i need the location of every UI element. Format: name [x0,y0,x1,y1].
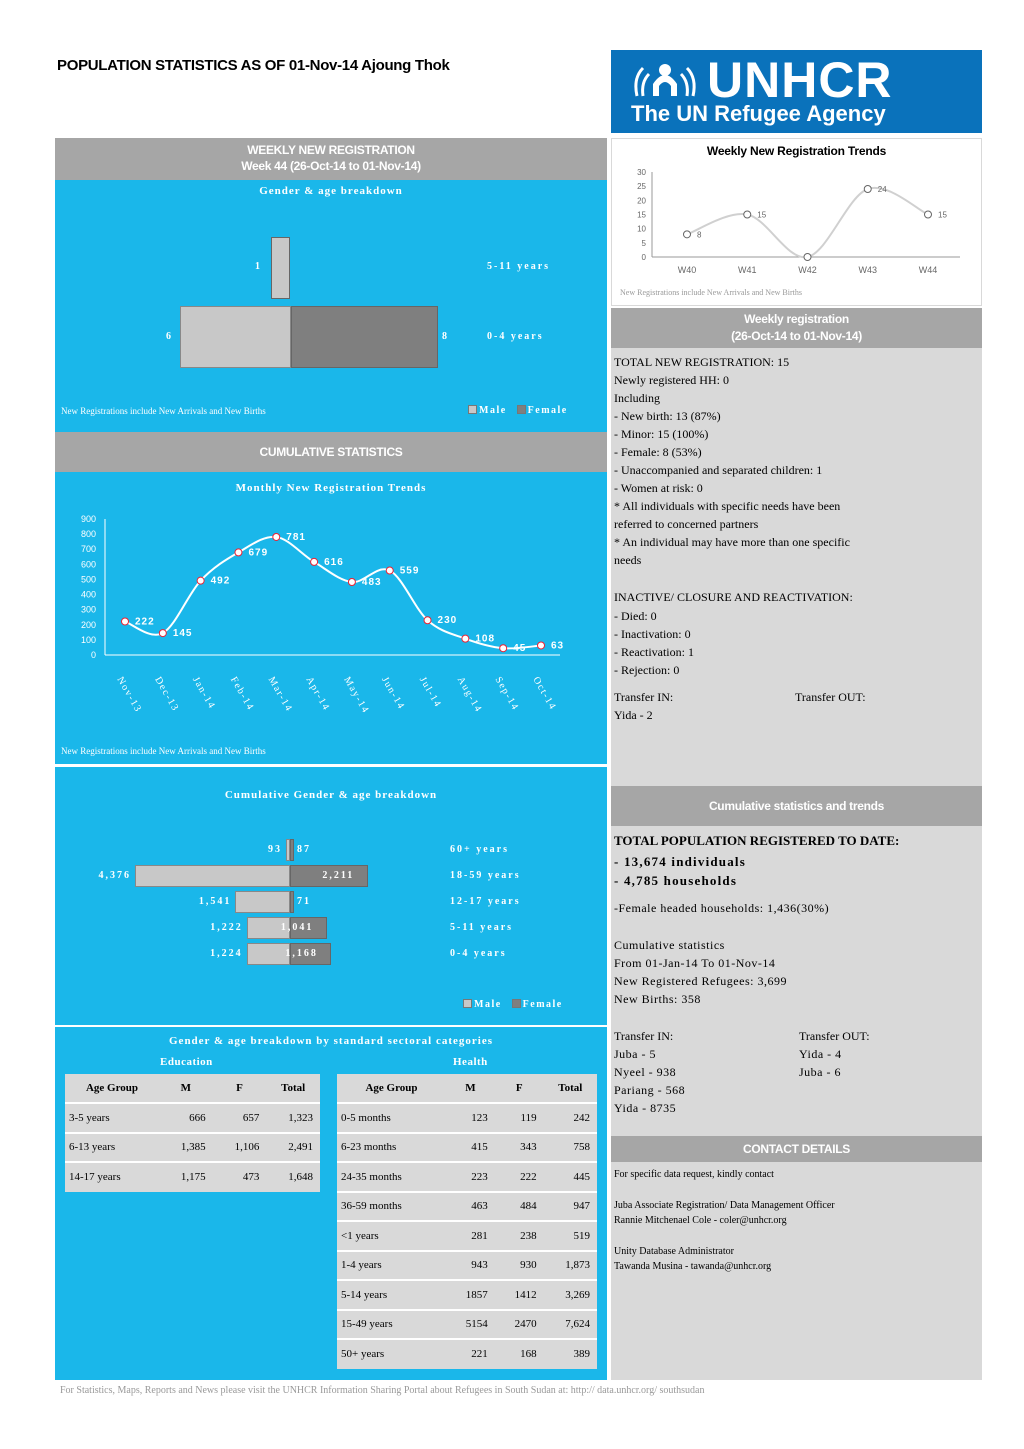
table-row [337,1251,597,1281]
x-tick-label: Dec-13 [152,675,181,714]
health-cell: 519 [544,1221,597,1251]
table-row [65,1133,320,1163]
table-row [337,1221,597,1251]
wr-transfer-in-item: Yida - 2 [614,708,653,722]
education-cell: 14-17 years [65,1162,159,1192]
education-cell: 1,385 [159,1133,213,1163]
health-cell: 947 [544,1192,597,1222]
cum-value-male: 4,376 [98,870,131,881]
health-cell: 5-14 years [337,1280,446,1310]
weekly-bar-female-0-4 [291,306,438,368]
data-point [197,577,204,584]
x-tick-label: Apr-14 [303,675,332,714]
weekly-registration-line: * An individual may have more than one specific [614,535,850,549]
cum-value-female: 1,168 [285,948,318,959]
y-tick-label: 0 [641,253,646,262]
cum-legend-female-label: Female [522,999,563,1010]
y-tick-label: 10 [637,224,646,234]
cumulative-legend [463,999,563,1010]
weekly-value-male-0-4: 6 [166,331,173,342]
data-label: 45 [513,643,527,655]
weekly-registration-line: Newly registered HH: 0 [614,373,729,387]
education-cell: 3-5 years [65,1103,159,1133]
legend-female-label: Female [527,405,568,416]
weekly-registration-line: referred to concerned partners [614,517,759,531]
y-tick-label: 15 [637,210,646,220]
ct-transfer-in-item: Juba - 5 [614,1047,656,1061]
x-tick-label: Nov-13 [114,675,144,715]
data-label: 15 [757,210,767,220]
legend-male-swatch [468,405,477,414]
cum-legend-male-swatch [463,999,472,1008]
inactive-line: - Rejection: 0 [614,663,680,677]
data-point [804,254,811,261]
cum-value-male: 1,541 [198,896,232,907]
data-point [684,231,691,238]
data-label: 8 [697,230,702,240]
health-cell: 221 [446,1339,495,1369]
contact-body [611,1162,982,1380]
health-header-cell: M [446,1074,495,1103]
cum-age-label: 0-4 years [450,948,507,959]
cum-age-label: 5-11 years [450,922,514,933]
table-row [337,1133,597,1163]
y-tick-label: 400 [80,589,96,600]
health-table [337,1074,597,1369]
weekly-value-female-5-11: 1 [255,261,262,272]
cumulative-trend-line: Cumulative statistics [614,938,725,952]
data-label: 15 [938,210,947,220]
health-cell: 415 [446,1133,495,1163]
x-tick-label: May-14 [341,675,372,716]
y-tick-label: 700 [80,544,96,555]
sectoral-title: Gender & age breakdown by standard sectoral categories [169,1035,493,1047]
cumulative-trend-line: New Registered Refugees: 3,699 [614,974,787,988]
y-tick-label: 30 [637,168,646,177]
wr-transfer-in-list [614,706,653,724]
weekly-trend-chart [612,139,981,305]
weekly-registration-title2: (26-Oct-14 to 01-Nov-14) [731,329,862,343]
cum-bar-female [290,891,294,913]
health-cell: 36-59 months [337,1192,446,1222]
health-cell: 1857 [446,1280,495,1310]
data-point [122,618,129,625]
contact-title: CONTACT DETAILS [742,1142,851,1156]
cumulative-statistics-header [55,432,607,472]
monthly-chart-title: Monthly New Registration Trends [235,482,427,494]
education-caption: Education [160,1056,213,1068]
data-point [462,635,469,642]
health-cell: 0-5 months [337,1103,446,1133]
health-header-cell: Age Group [337,1074,446,1103]
weekly-header-line2: Week 44 (26-Oct-14 to 01-Nov-14) [241,159,421,173]
cum-bar-male [135,865,290,887]
monthly-trend-panel [55,472,607,764]
health-cell: 123 [446,1103,495,1133]
y-tick-label: 100 [80,634,96,645]
cum-bar-female [290,839,294,861]
legend-female-swatch [517,405,526,414]
weekly-registration-header [611,308,982,348]
health-cell: 222 [495,1162,544,1192]
y-tick-label: 800 [80,529,96,540]
health-cell: <1 years [337,1221,446,1251]
contact-person2-role: Unity Database Administrator [614,1246,734,1257]
data-label: 145 [172,628,193,640]
weekly-registration-line: * All individuals with specific needs have been [614,499,841,513]
health-cell: 930 [495,1251,544,1281]
total-households: - 4,785 households [614,873,738,888]
weekly-gender-age-panel [55,180,607,432]
data-label: 781 [286,531,306,543]
data-label: 483 [361,577,382,589]
ct-transfer-in-list [614,1045,685,1117]
data-point [311,558,318,565]
inactive-line: - Died: 0 [614,609,657,623]
y-tick-label: 5 [641,238,646,248]
inactive-line: - Reactivation: 1 [614,645,694,659]
education-cell: 657 [213,1103,267,1133]
health-cell: 484 [495,1192,544,1222]
x-tick-label: W43 [858,265,878,275]
total-individuals: - 13,674 individuals [614,854,747,869]
weekly-registration-title1: Weekly registration [744,312,849,326]
logo-subtitle: The UN Refugee Agency [631,101,886,126]
data-label: 679 [248,547,269,559]
cum-value-male: 1,224 [210,948,243,959]
ct-transfer-in-item: Nyeel - 938 [614,1065,677,1079]
y-tick-label: 600 [80,559,96,570]
data-point [864,186,871,193]
weekly-header-line1: WEEKLY NEW REGISTRATION [247,143,415,157]
table-row [65,1162,320,1192]
ct-transfer-out-item: Juba - 6 [799,1065,841,1079]
education-cell: 1,323 [266,1103,320,1133]
health-cell: 758 [544,1133,597,1163]
education-cell: 2,491 [266,1133,320,1163]
data-point [386,567,393,574]
inactive-lines [614,607,694,679]
cumulative-trend-lines [614,936,787,1008]
weekly-registration-line: Including [614,391,660,405]
health-cell: 943 [446,1251,495,1281]
monthly-trend-chart [55,472,607,764]
data-point [744,211,751,218]
health-header-row [337,1074,597,1103]
weekly-registration-line: TOTAL NEW REGISTRATION: 15 [614,355,790,369]
weekly-bar-female-5-11 [271,237,290,299]
contact-person1-role: Juba Associate Registration/ Data Management Officer [614,1200,835,1211]
x-tick-label: Jun-14 [379,675,407,712]
data-label: 230 [437,615,458,627]
health-cell: 281 [446,1221,495,1251]
education-cell: 6-13 years [65,1133,159,1163]
weekly-registration-line: - New birth: 13 (87%) [614,409,721,423]
weekly-value-female-0-4: 8 [442,331,449,342]
cum-age-label: 18-59 years [450,870,521,881]
health-cell: 2470 [495,1310,544,1340]
weekly-age-label-0-4: 0-4 years [487,331,544,342]
table-row [337,1103,597,1133]
weekly-gender-age-title: Gender & age breakdown [259,185,403,197]
x-tick-label: W42 [798,265,817,275]
female-headed-households: -Female headed households: 1,436(30%) [614,901,830,915]
cumulative-statistics-title: CUMULATIVE STATISTICS [259,445,403,459]
ct-transfer-out-label: Transfer OUT: [799,1029,870,1043]
logo-wordmark: UNHCR [707,52,893,108]
education-cell: 1,648 [266,1162,320,1192]
contact-person1-name: Rannie Mitchenael Cole - coler@unhcr.org [614,1215,787,1226]
health-cell: 1412 [495,1280,544,1310]
weekly-registration-line: - Women at risk: 0 [614,481,703,495]
education-cell: 666 [159,1103,213,1133]
unhcr-emblem-icon [629,56,701,100]
ct-transfer-in-item: Yida - 8735 [614,1101,677,1115]
health-cell: 168 [495,1339,544,1369]
x-tick-label: Aug-14 [454,675,485,715]
contact-header [611,1136,982,1162]
education-cell: 473 [213,1162,267,1192]
cum-value-male: 1,222 [210,922,243,933]
weekly-registration-line: - Minor: 15 (100%) [614,427,709,441]
weekly-trend-title: Weekly New Registration Trends [706,144,887,158]
data-point [273,533,280,540]
health-cell: 5154 [446,1310,495,1340]
weekly-trend-note: New Registrations include New Arrivals and New Births [620,288,802,297]
cumulative-trends-title: Cumulative statistics and trends [708,799,885,813]
weekly-bar-male-0-4 [180,306,291,368]
education-table [65,1074,320,1192]
x-tick-label: W40 [677,265,697,275]
health-cell: 15-49 years [337,1310,446,1340]
data-point [538,642,545,649]
weekly-registration-lines [614,353,979,569]
health-cell: 119 [495,1103,544,1133]
table-row [337,1162,597,1192]
ct-transfer-out-item: Yida - 4 [799,1047,842,1061]
ct-transfer-out-list [799,1045,842,1081]
weekly-series-line [687,188,928,257]
weekly-trend-panel [611,138,982,306]
health-caption: Health [453,1056,488,1068]
page-title: POPULATION STATISTICS AS OF 01-Nov-14 Ajoung Thok [57,57,450,74]
education-cell: 1,106 [213,1133,267,1163]
cum-value-female: 2,211 [322,870,355,881]
weekly-registration-body [611,348,982,786]
total-population-label: TOTAL POPULATION REGISTERED TO DATE: [614,833,900,848]
y-tick-label: 0 [90,650,96,660]
data-label: 63 [551,640,565,652]
y-tick-label: 500 [80,574,96,585]
cumulative-trend-line: From 01-Jan-14 To 01-Nov-14 [614,956,776,970]
inactive-line: - Inactivation: 0 [614,627,691,641]
table-row [337,1310,597,1340]
x-tick-label: W44 [918,265,938,275]
contact-person2-name: Tawanda Musina - tawanda@unhcr.org [614,1261,772,1272]
cumulative-trends-header [611,786,982,826]
education-header-cell: Age Group [65,1074,159,1103]
table-row [337,1339,597,1369]
weekly-legend [468,405,568,416]
data-label: 222 [135,616,155,628]
data-point [424,617,431,624]
table-row [337,1280,597,1310]
y-tick-label: 20 [637,196,646,206]
table-row [337,1192,597,1222]
health-cell: 389 [544,1339,597,1369]
cum-value-male: 93 [268,844,282,855]
wr-transfer-in-label: Transfer IN: [614,690,674,704]
cum-value-female: 87 [297,844,311,855]
y-tick-label: 900 [80,514,96,524]
weekly-age-label-5-11: 5-11 years [487,261,551,272]
cumulative-trends-body [611,826,982,1136]
cum-bar-male [235,891,290,913]
inactive-title: INACTIVE/ CLOSURE AND REACTIVATION: [614,590,853,604]
data-label: 559 [399,565,420,577]
contact-intro: For specific data request, kindly contact [614,1169,774,1180]
legend-male-label: Male [479,405,507,416]
unhcr-logo [611,50,982,133]
x-tick-label: Jul-14 [416,675,444,710]
cum-bar-male [247,943,290,965]
education-header-row [65,1074,320,1103]
health-cell: 7,624 [544,1310,597,1340]
weekly-panel-note: New Registrations include New Arrivals and New Births [61,406,266,416]
education-header-cell: Total [266,1074,320,1103]
wr-transfer-out-label: Transfer OUT: [795,690,866,704]
health-cell: 463 [446,1192,495,1222]
x-tick-label: Oct-14 [530,675,559,713]
y-tick-label: 200 [80,619,96,630]
footer-text: For Statistics, Maps, Reports and News please visit the UNHCR Information Sharing Portal about Refugees in South Sudan at: http:// data.unhcr.org/ southsudan [60,1385,705,1396]
cumulative-trend-line: New Births: 358 [614,992,701,1006]
weekly-registration-line: - Unaccompanied and separated children: 1 [614,463,823,477]
education-header-cell: F [213,1074,267,1103]
health-cell: 24-35 months [337,1162,446,1192]
education-cell: 1,175 [159,1162,213,1192]
ct-transfer-in-item: Pariang - 568 [614,1083,686,1097]
health-cell: 238 [495,1221,544,1251]
health-cell: 1,873 [544,1251,597,1281]
y-tick-label: 300 [80,604,96,615]
cum-value-female: 71 [297,896,311,907]
x-tick-label: Mar-14 [265,675,295,715]
health-cell: 242 [544,1103,597,1133]
data-point [159,630,166,637]
cumulative-gender-title: Cumulative Gender & age breakdown [224,789,438,801]
data-point [925,211,932,218]
health-header-cell: Total [544,1074,597,1103]
x-tick-label: Feb-14 [227,675,257,713]
cum-legend-female-swatch [512,999,521,1008]
education-header-cell: M [159,1074,213,1103]
data-label: 492 [210,575,231,587]
health-cell: 1-4 years [337,1251,446,1281]
health-cell: 50+ years [337,1339,446,1369]
sectoral-panel [55,1025,607,1380]
table-row [65,1103,320,1133]
cum-age-label: 60+ years [450,844,509,855]
y-tick-label: 25 [637,182,646,192]
monthly-chart-note: New Registrations include New Arrivals and New Births [61,746,266,756]
cum-legend-male-label: Male [474,999,502,1010]
data-label: 24 [877,185,887,194]
health-cell: 445 [544,1162,597,1192]
x-tick-label: Sep-14 [492,675,521,713]
health-cell: 3,269 [544,1280,597,1310]
cum-value-female: 1,041 [280,922,314,933]
data-label: 616 [324,556,344,568]
health-cell: 343 [495,1133,544,1163]
cum-age-label: 12-17 years [450,896,521,907]
cumulative-gender-panel [55,767,607,1025]
weekly-registration-line: needs [614,553,642,567]
health-cell: 6-23 months [337,1133,446,1163]
data-point [235,549,242,556]
weekly-registration-line: - Female: 8 (53%) [614,445,702,459]
data-point [500,645,507,652]
x-tick-label: Jan-14 [190,675,218,712]
x-tick-label: W41 [737,265,757,275]
weekly-new-registration-header [55,138,607,180]
ct-transfer-in-label: Transfer IN: [614,1029,674,1043]
data-point [348,579,355,586]
health-header-cell: F [495,1074,544,1103]
health-cell: 223 [446,1162,495,1192]
data-label: 108 [475,633,496,645]
